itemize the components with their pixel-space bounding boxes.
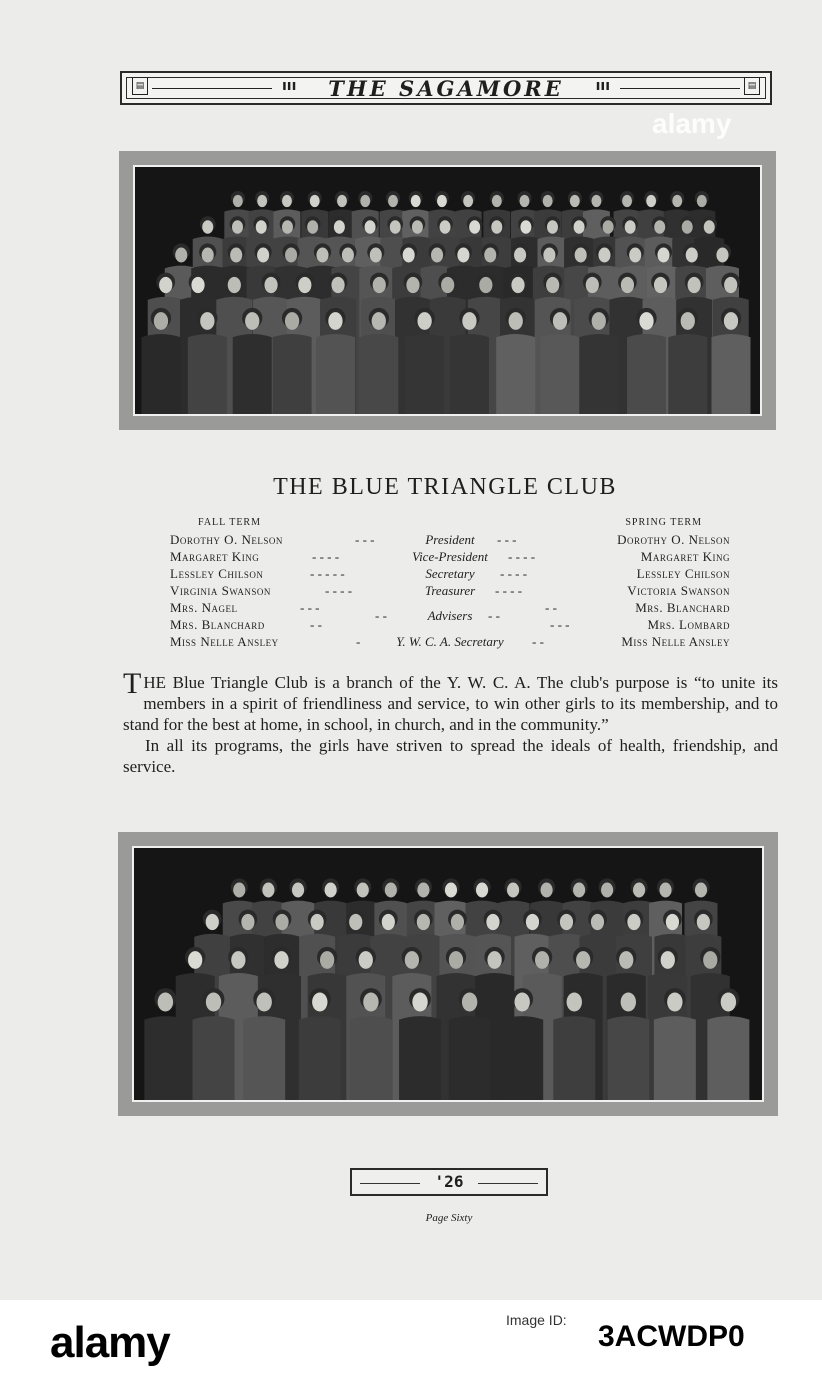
top-group-photo [133, 165, 762, 416]
leader-dashes: - - - - [508, 549, 536, 564]
top-group-photo-image [135, 167, 760, 414]
leader-dashes: - - - [355, 532, 375, 547]
spring-officer: Mrs. Blanchard [635, 600, 730, 615]
leader-dashes: - - [310, 617, 322, 632]
leader-dashes: - - - - [495, 583, 523, 598]
fall-officer: Margaret King [170, 549, 260, 564]
club-title: THE BLUE TRIANGLE CLUB [273, 474, 617, 500]
officer-role: Advisers [427, 608, 473, 623]
programs-paragraph: In all its programs, the girls have striven to spread the ideals of health, friendship, and service. [123, 736, 778, 776]
banner-right-ornament: ııı [595, 78, 610, 94]
leader-dashes: - - - [497, 532, 517, 547]
leader-dashes: - - - - [500, 566, 528, 581]
officer-row [170, 633, 730, 650]
club-description [123, 667, 778, 777]
banner-left-monogram: ▤ [132, 77, 148, 95]
watermark-top: alamy [652, 108, 732, 139]
officer-role: President [425, 532, 475, 547]
leader-dashes: - [356, 634, 361, 649]
fall-term-label: FALL TERM [198, 517, 261, 528]
officer-row [170, 616, 730, 633]
spring-officer: Dorothy O. Nelson [617, 532, 730, 547]
fall-officer: Virginia Swanson [170, 583, 271, 598]
fall-officer: Dorothy O. Nelson [170, 532, 283, 547]
leader-dashes: - - - [300, 600, 320, 615]
class-year: '26 [434, 1172, 464, 1191]
fall-officer: Miss Nelle Ansley [170, 634, 279, 649]
page-number: Page Sixty [425, 1212, 473, 1224]
description-paragraph: HE Blue Triangle Club is a branch of the Y. W. C. A. The club's purpose is “to unite its members in a spirit of friendliness and service, to win other girls to its membership, and to stand for the best at home, in school, in church, and in the community.” [123, 673, 778, 734]
officer-row [170, 548, 730, 565]
spring-officer: Lessley Chilson [636, 566, 730, 581]
spring-officer: Miss Nelle Ansley [621, 634, 730, 649]
top-group-photo-frame [119, 151, 776, 430]
officer-row [170, 531, 730, 548]
stock-image-id: 3ACWDP0 [598, 1320, 745, 1353]
alamy-logo: alamy [50, 1318, 170, 1367]
banner-left-ornament: ııı [282, 78, 297, 94]
drop-cap: T [123, 667, 142, 700]
spring-term-label: SPRING TERM [625, 517, 702, 528]
year-badge [350, 1168, 548, 1196]
fall-officer: Mrs. Blanchard [170, 617, 265, 632]
officer-role: Secretary [425, 566, 475, 581]
leader-dashes: - - [532, 634, 544, 649]
leader-dashes: - - - - [325, 583, 353, 598]
spring-officer: Victoria Swanson [627, 583, 730, 598]
fall-officer: Mrs. Nagel [170, 600, 238, 615]
spring-officer: Mrs. Lombard [647, 617, 730, 632]
leader-dashes: - - [375, 608, 387, 623]
leader-dashes: - - - - - [310, 566, 345, 581]
officer-role: Treasurer [424, 583, 476, 598]
banner-title: THE SAGAMORE [328, 76, 564, 101]
officer-role: Y. W. C. A. Secretary [396, 634, 504, 649]
banner-right-monogram: ▤ [744, 77, 760, 95]
header-banner [120, 71, 772, 105]
officer-row [170, 565, 730, 582]
officer-row [170, 582, 730, 599]
leader-dashes: - - - [550, 617, 570, 632]
bottom-group-photo [132, 846, 764, 1102]
officer-role: Vice-President [412, 549, 488, 564]
bottom-group-photo-frame [118, 832, 778, 1116]
spring-officer: Margaret King [640, 549, 730, 564]
bottom-group-photo-image [134, 848, 762, 1100]
leader-dashes: - - - - [312, 549, 340, 564]
leader-dashes: - - [488, 608, 500, 623]
fall-officer: Lessley Chilson [170, 566, 264, 581]
image-id-label: Image ID: [506, 1312, 567, 1328]
leader-dashes: - - [545, 600, 557, 615]
